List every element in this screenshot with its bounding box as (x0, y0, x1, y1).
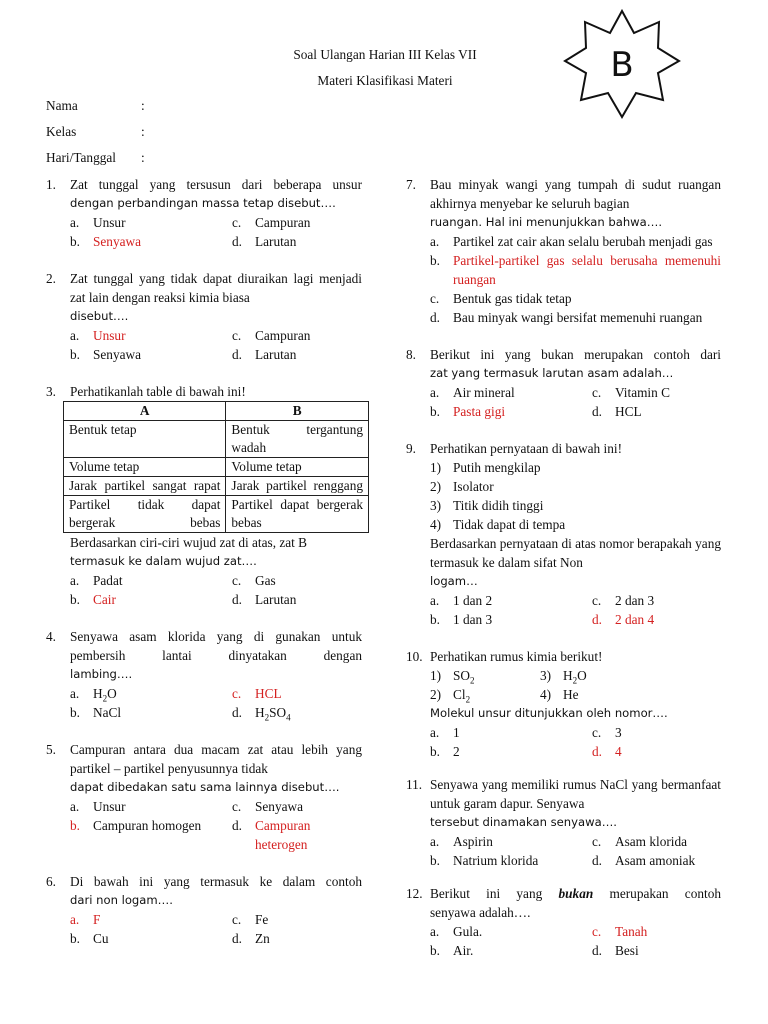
option-b: Air. (453, 943, 474, 958)
statement-list (430, 458, 721, 534)
option-b: Natrium klorida (453, 853, 539, 868)
left-column (46, 175, 362, 966)
option-a: 1 dan 2 (453, 593, 493, 608)
worksheet-subtitle: Materi Klasifikasi Materi (317, 73, 453, 88)
option-a-answer: Unsur (93, 328, 126, 343)
option-a: Partikel zat cair akan selalu berubah menjadi gas (453, 234, 713, 249)
option-b: 1 dan 3 (453, 612, 493, 627)
option-d: Larutan (255, 592, 297, 607)
option-b-answer: Partikel-partikel gas selalu berusaha memenuhi ruangan (453, 253, 721, 287)
option-d: Larutan (255, 347, 297, 362)
list-item: 2) Isolator (430, 479, 494, 494)
option-b-answer: Pasta gigi (453, 404, 506, 419)
name-field: Nama : (46, 98, 145, 113)
class-field: Kelas : (46, 124, 145, 139)
list-item: 1) Putih mengkilap (430, 460, 541, 475)
question-10: 10. Perhatikan rumus kimia berikut! 1) $SO_2$ 3) $H_2O$ 2) $Cl_2$ 4) He Molekul unsur ditunjukkan oleh nomor…. a. 1 c. 3 b. 2 d. 4 (406, 647, 721, 761)
option-d-answer: Campuran heterogen (255, 818, 311, 852)
option-a: Air mineral (453, 385, 515, 400)
list-item: 3) Titik didih tinggi (430, 498, 544, 513)
date-field: Hari/Tanggal : (46, 150, 145, 165)
worksheet-header (230, 42, 540, 94)
question-1: 1. Zat tunggal yang tersusun dari beberapa unsur dengan perbandingan massa tetap disebut…. a. Unsur c. Campuran b. Senyawa d. Larutan (46, 177, 362, 249)
question-12: 12. Berikut ini yang bukan merupakan contoh senyawa adalah…. a. Gula. c. Tanah b. Air. d. Besi (406, 886, 721, 958)
option-a: Unsur (93, 799, 126, 814)
option-c: Asam klorida (615, 834, 688, 849)
option-d-answer: 4 (615, 744, 622, 759)
option-c: Vitamin C (615, 385, 670, 400)
question-4: 4. Senyawa asam klorida yang di gunakan untuk pembersih lantai dinyatakan dengan lambing…. a. $H_2O$ c. HCL b. NaCl d. $H_2SO_4$ (46, 629, 362, 723)
option-b-answer: Senyawa (93, 234, 141, 249)
option-d: Asam amoniak (615, 853, 696, 868)
star-badge (562, 8, 682, 120)
option-c-answer: HCL (255, 686, 282, 701)
option-d: HCL (615, 404, 642, 419)
question-2: 2. Zat tunggal yang tidak dapat diuraikan lagi menjadi zat lain dengan reaksi kimia biasa disebut…. a. Unsur c. Campuran b. Senyawa d. Larutan (46, 271, 362, 362)
right-column (406, 175, 721, 978)
option-d: Bau minyak wangi bersifat memenuhi ruangan (453, 310, 703, 325)
table-row: Bentuk tetap Bentuk tergantung wadah (64, 421, 369, 458)
table-row: Partikel tidak dapat bergerak bebas Partikel dapat bergerak bebas (64, 496, 369, 533)
option-a: Unsur (93, 215, 126, 230)
option-d: Larutan (255, 234, 297, 249)
option-d: Zn (255, 931, 270, 946)
option-b: Campuran homogen (93, 818, 202, 833)
table-row: Volume tetap Volume tetap (64, 458, 369, 477)
question-5: 5. Campuran antara dua macam zat atau lebih yang partikel – partikel penyusunnya tidak dapat dibedakan satu sama lainnya disebut…. a. Unsur c. Senyawa b. Campuran homogen d. Campuran heterogen (46, 742, 362, 852)
question-6: 6. Di bawah ini yang termasuk ke dalam contoh dari non logam…. a. F c. Fe b. Cu d. Zn (46, 874, 362, 946)
student-identity (46, 93, 346, 171)
option-b: Senyawa (93, 347, 141, 362)
option-a-answer: F (93, 912, 101, 927)
option-a: Padat (93, 573, 123, 588)
question-8: 8. Berikut ini yang bukan merupakan contoh dari zat yang termasuk larutan asam adalah… a. Air mineral c. Vitamin C b. Pasta gigi d. HCL (406, 347, 721, 419)
table-row: Jarak partikel sangat rapat Jarak partikel renggang (64, 477, 369, 496)
question-3: 3. Perhatikanlah table di bawah ini! A B Bentuk tetap Bentuk tergantung wadah Volume tetap Volume tetap Jarak partikel sangat rapat Jarak partikel renggang Partikel tidak dapat bergerak bebas Partikel dapat bergerak bebas Berdasarkan ciri-ciri wujud zat di atas, zat B termasuk ke dalam wujud zat…. a. Padat c. Gas b. Cair d. Larutan (46, 382, 362, 609)
option-d: $H_2SO_4$ (255, 705, 291, 723)
option-c: Campuran (255, 328, 311, 343)
version-letter: B (610, 45, 634, 85)
option-c: Senyawa (255, 799, 303, 814)
option-a: Gula. (453, 924, 483, 939)
option-d-answer: 2 dan 4 (615, 612, 655, 627)
option-b-answer: Cair (93, 592, 116, 607)
option-c: 2 dan 3 (615, 593, 655, 608)
option-c: Fe (255, 912, 269, 927)
option-b: Cu (93, 931, 109, 946)
option-c: Gas (255, 573, 276, 588)
option-c: Campuran (255, 215, 311, 230)
option-c: Bentuk gas tidak tetap (453, 291, 572, 306)
option-c-answer: Tanah (615, 924, 648, 939)
option-b: NaCl (93, 705, 122, 720)
option-a: Aspirin (453, 834, 493, 849)
option-b: 2 (453, 744, 460, 759)
option-a: $H_2O$ (93, 686, 117, 704)
option-d: Besi (615, 943, 639, 958)
question-9: 9. Perhatikan pernyataan di bawah ini! 1) Putih mengkilap 2) Isolator 3) Titik didih tinggi 4) Tidak dapat di tempa Berdasarkan pernyataan di atas nomor berapakah yang termasuk ke dalam sifat Non logam… a. 1 dan 2 c. 2 dan 3 b. 1 dan 3 d. 2 dan 4 (406, 441, 721, 627)
worksheet-title: Soal Ulangan Harian III Kelas VII (293, 47, 477, 62)
state-comparison-table: A B Bentuk tetap Bentuk tergantung wadah Volume tetap Volume tetap Jarak partikel sangat rapat Jarak partikel renggang Partikel tidak dapat bergerak bebas Partikel dapat bergerak bebas (63, 401, 369, 533)
option-a: 1 (453, 725, 460, 740)
formula-list: 1) $SO_2$ 3) $H_2O$ 2) $Cl_2$ 4) He (430, 668, 587, 705)
list-item: 4) Tidak dapat di tempa (430, 517, 566, 532)
question-7: 7. Bau minyak wangi yang tumpah di sudut ruangan akhirnya menyebar ke seluruh bagian ruangan. Hal ini menunjukkan bahwa…. a. Partikel zat cair akan selalu berubah menjadi gas b. Partikel-partikel gas selalu berusaha memenuhi ruangan c. Bentuk gas tidak tetap d. Bau minyak wangi bersifat memenuhi ruangan (406, 177, 721, 325)
question-11: 11. Senyawa yang memiliki rumus NaCl yang bermanfaat untuk garam dapur. Senyawa tersebut dinamakan senyawa…. a. Aspirin c. Asam klorida b. Natrium klorida d. Asam amoniak (406, 777, 721, 868)
option-c: 3 (615, 725, 622, 740)
